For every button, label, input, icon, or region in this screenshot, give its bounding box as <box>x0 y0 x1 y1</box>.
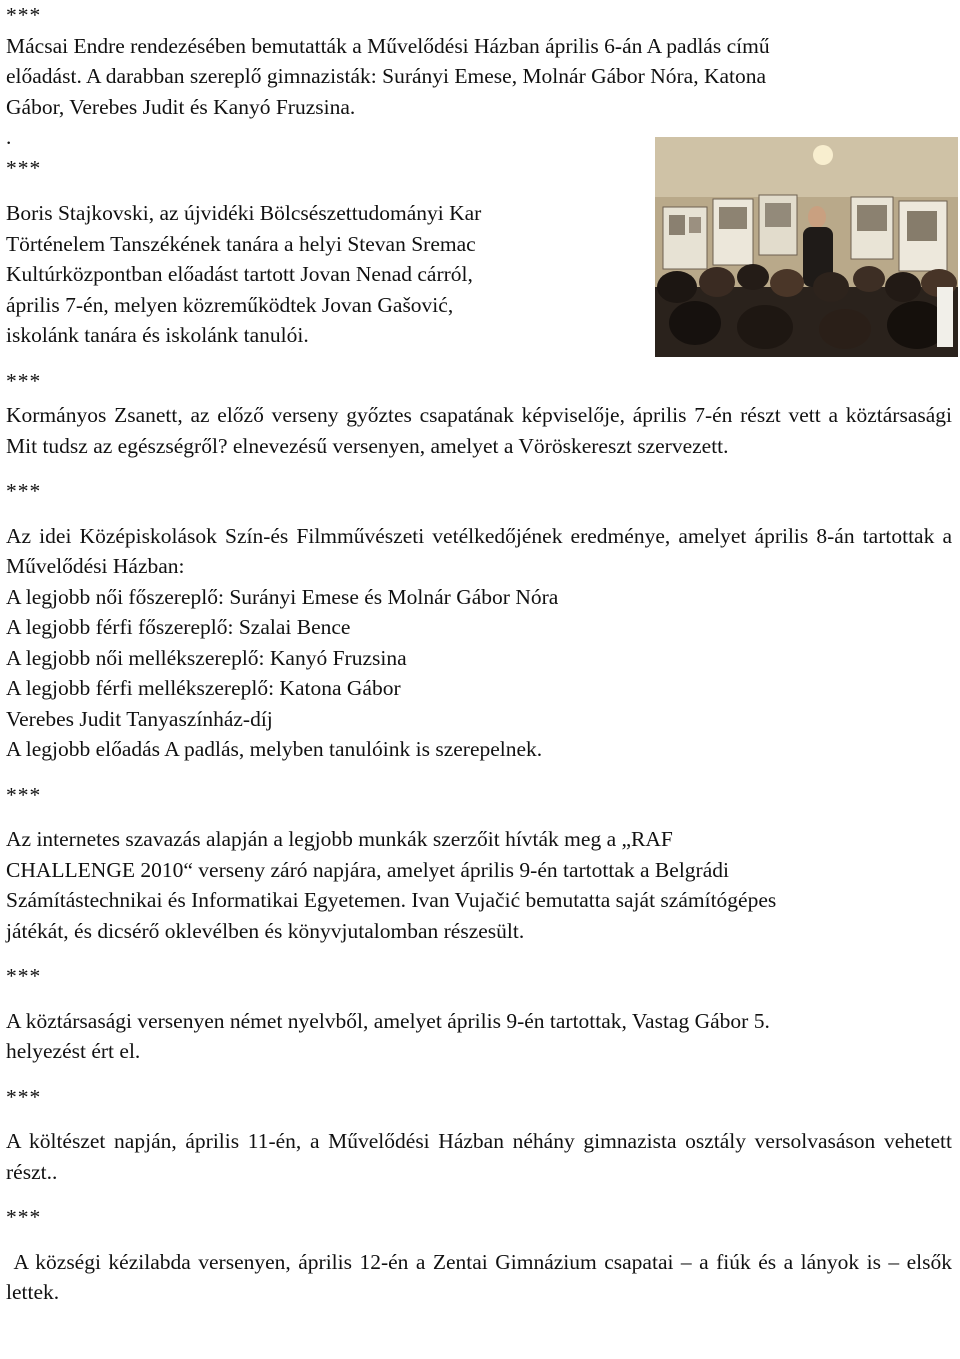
news-item-german-contest <box>6 1006 952 1067</box>
news-item-poetry-day: A költészet napján, április 11-én, a Művelődési Házban néhány gimnazista osztály versolvasáson vehetett részt.. <box>6 1129 952 1184</box>
result-line: Verebes Judit Tanyaszínház-díj <box>6 706 273 731</box>
text-line: A köztársasági versenyen német nyelvből, amelyet április 9-én tartottak, Vastag Gábor 5. <box>6 1008 770 1033</box>
text-line: . <box>6 125 12 149</box>
result-line: A legjobb férfi mellékszereplő: Katona Gábor <box>6 676 401 700</box>
news-item-padlas <box>6 31 952 153</box>
news-item-handball: A községi kézilabda versenyen, április 12-én a Zentai Gimnázium csapatai – a fiúk és a lányok is – elsők lettek. <box>6 1249 958 1304</box>
text-line: Gábor, Verebes Judit és Kanyó Fruzsina. <box>6 94 356 119</box>
text-line: Az internetes szavazás alapján a legjobb munkák szerzőit hívták meg a „RAF <box>6 827 673 851</box>
text-line: CHALLENGE 2010“ verseny záró napjára, amelyet április 9-én tartottak a Belgrádi <box>6 857 729 882</box>
separator: *** <box>6 1084 42 1109</box>
text-line: Boris Stajkovski, az újvidéki Bölcsészettudományi Kar <box>6 201 482 225</box>
separator: *** <box>6 479 42 503</box>
text-line: előadást. A darabban szereplő gimnazisták: Surányi Emese, Molnár Gábor Nóra, Katona <box>6 64 767 88</box>
text-line: április 7-én, melyen közreműködtek Jovan Gašović, <box>6 292 454 317</box>
result-line: A legjobb női mellékszereplő: Kanyó Fruzsina <box>6 645 407 670</box>
separator: *** <box>6 1205 42 1229</box>
result-line: A legjobb előadás A padlás, melyben tanulóink is szerepelnek. <box>6 737 543 761</box>
separator: *** <box>6 3 42 27</box>
contest-intro: Az idei Középiskolások Szín-és Filmművészeti vetélkedőjének eredménye, amelyet április 8-án tartottak a Művelődési Házban: <box>6 523 952 578</box>
result-line: A legjobb női főszereplő: Surányi Emese és Molnár Gábor Nóra <box>6 584 559 609</box>
text-line: iskolánk tanára és iskolánk tanulói. <box>6 323 309 347</box>
news-item-raf-challenge <box>6 824 952 946</box>
separator: *** <box>6 964 42 988</box>
news-page <box>6 0 958 1308</box>
separator: *** <box>6 368 42 393</box>
text-line: Történelem Tanszékének tanára a helyi Stevan Sremac <box>6 231 476 256</box>
separator: *** <box>6 155 42 180</box>
text-line: Számítástechnikai és Informatikai Egyetemen. Ivan Vujačić bemutatta saját számítógépes <box>6 888 777 912</box>
text-line: játékát, és dicsérő oklevélben és könyvjutalomban részesült. <box>6 918 525 943</box>
text-line: helyezést ért el. <box>6 1039 141 1063</box>
separator: *** <box>6 782 42 807</box>
news-item-redcross: Kormányos Zsanett, az előző verseny győztes csapatának képviselője, április 7-én részt vett a köztársasági Mit tudsz az egészségről? elnevezésű versenyen, amelyet a Vöröskereszt szervezett. <box>6 403 952 458</box>
text-line: Mácsai Endre rendezésében bemutatták a Művelődési Házban április 6-án A padlás című <box>6 33 770 58</box>
result-line: A legjobb férfi főszereplő: Szalai Bence <box>6 615 351 639</box>
news-item-film-contest <box>6 521 952 765</box>
news-item-lecture <box>6 198 626 351</box>
text-line: Kultúrközpontban előadást tartott Jovan Nenad cárról, <box>6 262 473 286</box>
